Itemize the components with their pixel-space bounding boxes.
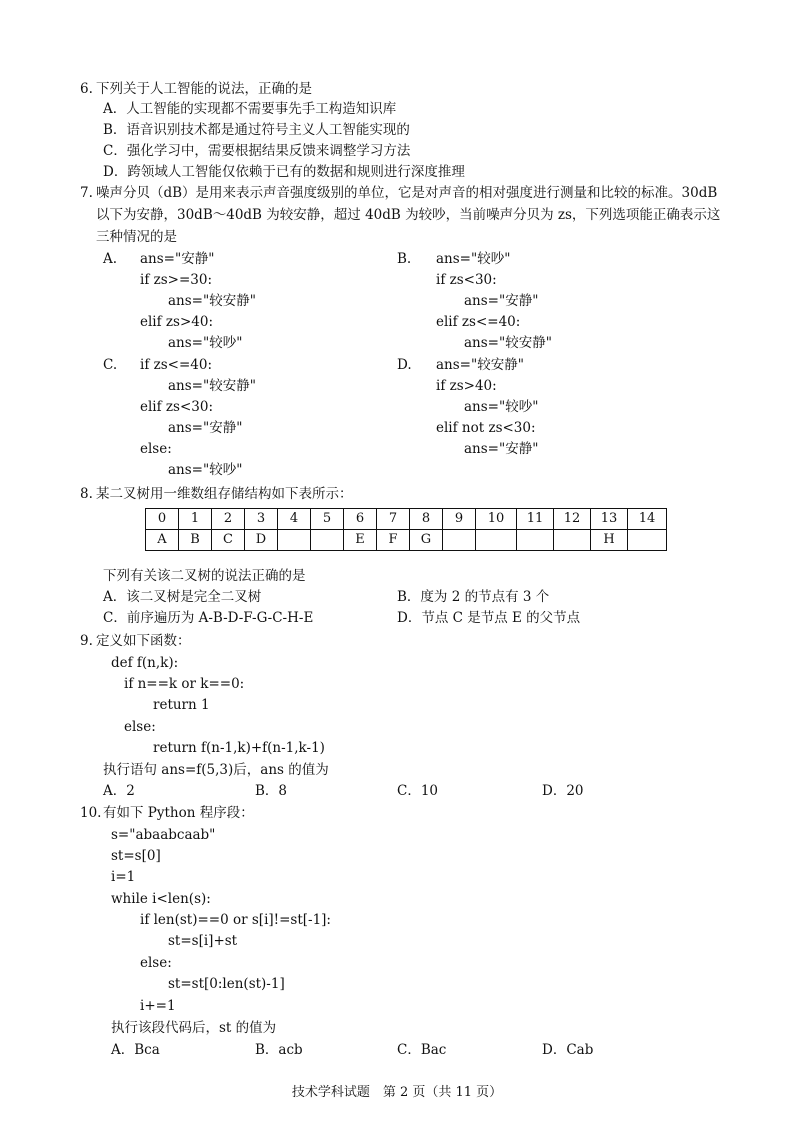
q7-code-b-line: elif zs<=40: xyxy=(436,314,521,330)
q7-code-d-line: if zs>40: xyxy=(436,378,497,394)
table-cell-value: B xyxy=(179,530,212,551)
q9-code-line: if n==k or k==0: xyxy=(124,676,245,692)
binary-tree-array-table xyxy=(145,508,667,551)
table-value-row xyxy=(146,530,667,551)
q7-code-a-line: elif zs>40: xyxy=(140,314,213,330)
q7-code-c-line: else: xyxy=(140,441,172,457)
page-footer: 技术学科试题 第 2 页（共 11 页） xyxy=(291,1085,503,1100)
table-cell-index: 9 xyxy=(443,509,476,530)
q9-option-c: C．10 xyxy=(397,783,439,799)
q7-code-c-line: ans="较安静" xyxy=(168,378,256,394)
table-cell-value xyxy=(554,530,591,551)
table-cell-index: 5 xyxy=(311,509,344,530)
q7-code-b-line: ans="较安静" xyxy=(464,335,552,351)
table-cell-value xyxy=(517,530,554,551)
q7-label-d: D. xyxy=(397,357,412,373)
q6-stem: 下列关于人工智能的说法，正确的是 xyxy=(96,81,312,97)
q8-number: 8. xyxy=(80,486,93,502)
q9-stem: 定义如下函数： xyxy=(96,633,191,649)
q9-code-line: return f(n-1,k)+f(n-1,k-1) xyxy=(153,740,325,756)
q10-code-line: st=s[i]+st xyxy=(168,933,238,949)
q7-code-a-line: if zs>=30: xyxy=(140,272,212,288)
table-cell-value: E xyxy=(344,530,377,551)
q10-option-b: B．acb xyxy=(255,1042,303,1058)
q8-option-a: A．该二叉树是完全二叉树 xyxy=(103,589,262,605)
q10-code-line: st=st[0:len(st)-1] xyxy=(168,976,285,992)
q7-stem-line: 三种情况的是 xyxy=(96,229,177,245)
q7-label-a: A. xyxy=(103,251,118,267)
q7-code-d-line: ans="较吵" xyxy=(464,399,539,415)
table-cell-value xyxy=(278,530,311,551)
q8-option-d: D．节点 C 是节点 E 的父节点 xyxy=(397,610,581,626)
table-cell-index: 6 xyxy=(344,509,377,530)
q8-question: 下列有关该二叉树的说法正确的是 xyxy=(103,568,306,584)
q10-code-line: else: xyxy=(140,955,172,971)
q10-code-line: i=1 xyxy=(111,869,136,885)
q7-code-c-line: ans="安静" xyxy=(168,420,243,436)
q9-code-line: else: xyxy=(124,719,156,735)
q7-code-a-line: ans="安静" xyxy=(140,251,215,267)
q7-stem-line: 以下为安静，30dB～40dB 为较安静，超过 40dB 为较吵，当前噪声分贝为 zs，下列选项能正确表示这 xyxy=(96,207,721,223)
q9-code-line: return 1 xyxy=(153,697,210,713)
table-cell-value xyxy=(628,530,667,551)
q10-code-line: if len(st)==0 or s[i]!=st[-1]: xyxy=(140,912,331,928)
q9-option-b: B．8 xyxy=(255,783,288,799)
q9-number: 9. xyxy=(80,633,93,649)
q6-option-d: D．跨领域人工智能仅依赖于已有的数据和规则进行深度推理 xyxy=(103,164,465,180)
table-cell-value: C xyxy=(212,530,245,551)
table-cell-index: 14 xyxy=(628,509,667,530)
q10-option-c: C．Bac xyxy=(397,1042,447,1058)
table-cell-index: 11 xyxy=(517,509,554,530)
q7-code-a-line: ans="较安静" xyxy=(168,293,256,309)
q10-code-line: st=s[0] xyxy=(111,848,161,864)
q8-option-c: C．前序遍历为 A-B-D-F-G-C-H-E xyxy=(103,610,314,626)
table-index-row xyxy=(146,509,667,530)
q8-stem: 某二叉树用一维数组存储结构如下表所示： xyxy=(96,486,353,502)
q9-option-d: D．20 xyxy=(542,783,584,799)
q6-number: 6. xyxy=(80,81,93,97)
q7-label-c: C. xyxy=(103,357,118,373)
q7-code-b-line: ans="较吵" xyxy=(436,251,511,267)
table-cell-value: A xyxy=(146,530,179,551)
table-cell-index: 1 xyxy=(179,509,212,530)
table-cell-value: D xyxy=(245,530,278,551)
q10-code-line: s="abaabcaab" xyxy=(111,827,216,843)
table-cell-index: 12 xyxy=(554,509,591,530)
q7-label-b: B. xyxy=(397,251,412,267)
q10-question: 执行该段代码后，st 的值为 xyxy=(111,1020,277,1036)
table-cell-index: 10 xyxy=(476,509,517,530)
table-cell-value xyxy=(443,530,476,551)
table-cell-value xyxy=(476,530,517,551)
q7-code-a-line: ans="较吵" xyxy=(168,335,243,351)
q8-option-b: B．度为 2 的节点有 3 个 xyxy=(397,589,550,605)
table-cell-value: H xyxy=(591,530,628,551)
q7-number: 7. xyxy=(80,185,93,201)
q9-question: 执行语句 ans=f(5,3)后，ans 的值为 xyxy=(103,762,329,778)
q7-code-c-line: elif zs<30: xyxy=(140,399,213,415)
table-cell-index: 3 xyxy=(245,509,278,530)
table-cell-value: F xyxy=(377,530,410,551)
table-cell-index: 0 xyxy=(146,509,179,530)
table-cell-value xyxy=(311,530,344,551)
q10-stem: 有如下 Python 程序段： xyxy=(103,805,254,821)
q7-code-c-line: ans="较吵" xyxy=(168,462,243,478)
table-cell-index: 8 xyxy=(410,509,443,530)
q7-code-b-line: ans="安静" xyxy=(464,293,539,309)
table-cell-index: 13 xyxy=(591,509,628,530)
q9-code-line: def f(n,k): xyxy=(111,655,179,671)
q6-option-a: A．人工智能的实现都不需要事先手工构造知识库 xyxy=(103,101,397,117)
table-cell-index: 4 xyxy=(278,509,311,530)
q7-code-d-line: ans="安静" xyxy=(464,441,539,457)
table-cell-index: 2 xyxy=(212,509,245,530)
q10-option-d: D．Cab xyxy=(542,1042,594,1058)
q7-code-d-line: elif not zs<30: xyxy=(436,420,536,436)
q7-code-d-line: ans="较安静" xyxy=(436,357,524,373)
q9-option-a: A．2 xyxy=(103,783,135,799)
q10-option-a: A．Bca xyxy=(111,1042,160,1058)
q6-option-c: C．强化学习中，需要根据结果反馈来调整学习方法 xyxy=(103,143,411,159)
q6-option-b: B．语音识别技术都是通过符号主义人工智能实现的 xyxy=(103,122,410,138)
q10-code-line: i+=1 xyxy=(140,998,176,1014)
q10-number: 10. xyxy=(80,805,102,821)
q10-code-line: while i<len(s): xyxy=(111,891,211,907)
q7-stem-line: 噪声分贝（dB）是用来表示声音强度级别的单位，它是对声音的相对强度进行测量和比较的标准。30dB xyxy=(96,185,718,201)
table-cell-index: 7 xyxy=(377,509,410,530)
q7-code-c-line: if zs<=40: xyxy=(140,357,212,373)
table-cell-value: G xyxy=(410,530,443,551)
q7-code-b-line: if zs<30: xyxy=(436,272,497,288)
